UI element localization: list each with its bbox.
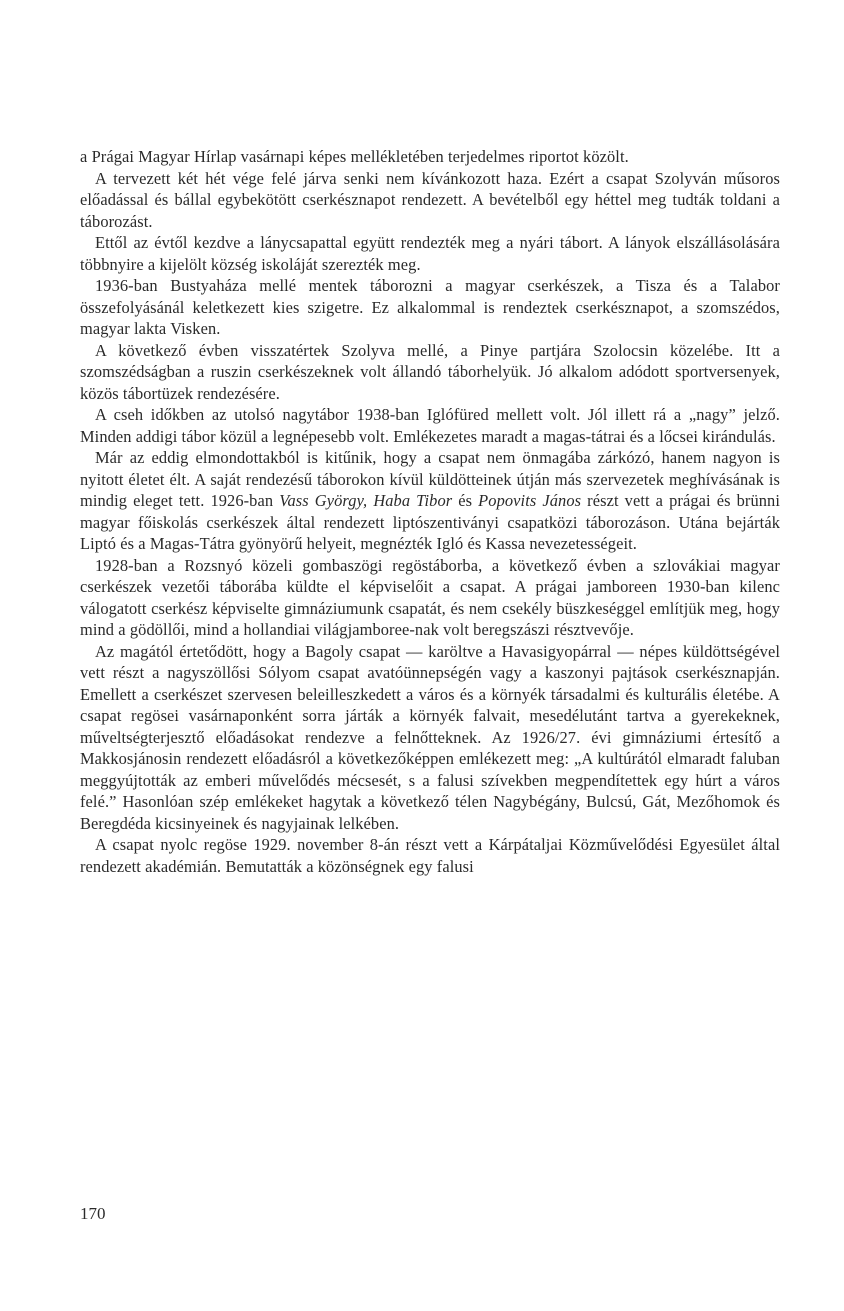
text-run: Már az eddig elmondottakból is kitűnik, hogy a csapat nem önmagába zárkózó, hanem nagyon is nyitott életet élt. A saját rendezésű táborokon kívül küldötteinek útján más szervezetek meghívásának is mindig eleget tett. 1926-ban — [80, 448, 780, 510]
paragraph: Az magától értetődött, hogy a Bagoly csapat — karöltve a Havasigyopárral — népes küldöttségével vett részt a nagyszöllősi Sólyom csapat avatóünnepségén vagy a kaszonyi pajtások cserkésznapján. Emellett a cserkészet szervesen beleilleszkedett a város és a környék társadalmi és kulturális életébe. A csapat regösei vasárnaponként sorra járták a környék falvait, mesedélutánt tartva a gyerekeknek, műveltségterjesztő előadásokat rendezve a felnőtteknek. Az 1926/27. évi gimnáziumi értesítő a Makkosjánosin rendezett előadásról a következőképpen emlékezett meg: „A kultúrától elmaradt faluban meggyújtották az emberi művelődés mécsesét, s a falusi szívekben megpendítettek egy húrt a város felé.” Hasonlóan szép emlékeket hagytak a következő télen Nagybégány, Bulcsú, Gát, Mezőhomok és Beregdéda kicsinyeinek és nagyjainak lelkében. — [80, 641, 780, 833]
person-name: Vass György, — [279, 491, 368, 510]
person-name: Haba Tibor — [373, 491, 453, 510]
paragraph: a Prágai Magyar Hírlap vasárnapi képes mellékletében terjedelmes riportot közölt. — [80, 147, 629, 166]
paragraph: 1936-ban Bustyaháza mellé mentek táborozni a magyar cserkészek, a Tisza és a Talabor összefolyásánál keletkezett kies szigetre. Ez alkalommal is rendeztek cserkésznapot, a szomszédos, magyar lakta Visken. — [80, 276, 780, 338]
text-run: és — [452, 491, 479, 510]
paragraph: A cseh időkben az utolsó nagytábor 1938-ban Iglófüred mellett volt. Jól illett rá a „nagy” jelző. Minden addigi tábor közül a legnépesebb volt. Emlékezetes maradt a magas-tátrai és a lőcsei kirándulás. — [80, 405, 780, 446]
paragraph: Ettől az évtől kezdve a lánycsapattal együtt rendezték meg a nyári tábort. A lányok elszállásolására többnyire a kijelölt község iskoláját szerezték meg. — [80, 233, 780, 274]
paragraph: A következő évben visszatértek Szolyva mellé, a Pinye partjára Szolocsin közelébe. Itt a szomszédságban a ruszin cserkészeknek volt állandó táborhelyük. Jó alkalom adódott sportversenyek, közös tábortüzek rendezésére. — [80, 340, 780, 403]
paragraph — [80, 447, 780, 555]
person-name: Popovits János — [478, 491, 582, 510]
page-number: 170 — [80, 1204, 106, 1223]
paragraph: A tervezett két hét vége felé járva senki nem kívánkozott haza. Ezért a csapat Szolyván műsoros előadással és bállal egybekötött cserkésznapot rendezett. A bevételből egy héttel meg tudták toldani a táborozást. — [80, 168, 780, 231]
paragraph: 1928-ban a Rozsnyó közeli gombaszögi regöstáborba, a következő évben a szlovákiai magyar cserkészek vezetői táborába küldte el képviselőit a csapat. A prágai jamboreen 1930-ban kilenc válogatott cserkész képviselte gimnáziumunk csapatát, és nem csekély büszkeséggel említjük meg, hogy mind a gödöllői, mind a hollandiai világjamboree-nak volt beregszászi résztvevője. — [80, 555, 780, 639]
page-body — [80, 146, 780, 877]
text-run: részt vett a prágai és brünni magyar főiskolás cserkészek által rendezett liptószentiványi csapatközi táborozáson. Utána bejárták Liptó és a Magas-Tátra gyönyörű helyeit, megnézték Igló és Kassa nevezetességeit. — [80, 491, 781, 553]
paragraph: A csapat nyolc regöse 1929. november 8-án részt vett a Kárpátaljai Közművelődési Egyesület által rendezett akadémián. Bemutatták a közönségnek egy falusi — [80, 835, 780, 876]
